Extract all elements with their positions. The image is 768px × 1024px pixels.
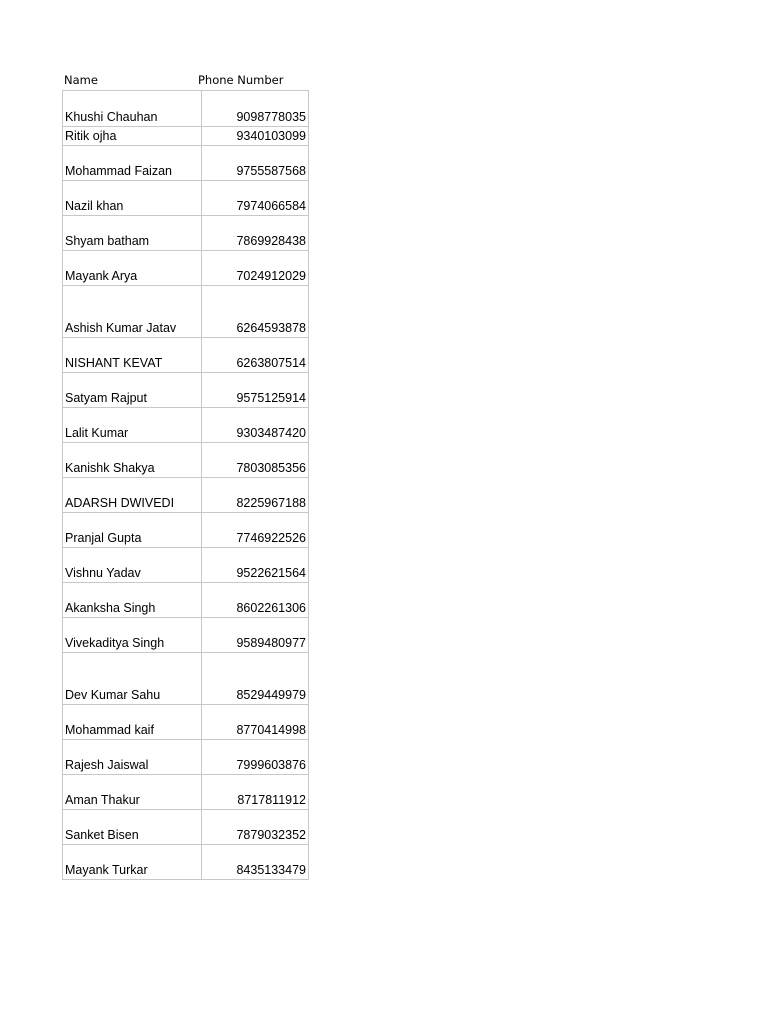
phone-cell: 6263807514 xyxy=(202,338,309,373)
table-row xyxy=(63,91,309,127)
table-row xyxy=(63,548,309,583)
table-row xyxy=(63,653,309,705)
name-cell: Pranjal Gupta xyxy=(63,513,202,548)
name-cell: Mohammad kaif xyxy=(63,705,202,740)
phone-cell: 9098778035 xyxy=(202,91,309,127)
name-cell: Dev Kumar Sahu xyxy=(63,653,202,705)
phone-column-header: Phone Number xyxy=(198,73,284,87)
table-row xyxy=(63,251,309,286)
table-row xyxy=(63,478,309,513)
phone-cell: 8770414998 xyxy=(202,705,309,740)
phone-cell: 8529449979 xyxy=(202,653,309,705)
name-cell: Akanksha Singh xyxy=(63,583,202,618)
phone-cell: 8717811912 xyxy=(202,775,309,810)
phone-cell: 7803085356 xyxy=(202,443,309,478)
table-row xyxy=(63,373,309,408)
table-row xyxy=(63,338,309,373)
name-cell: Shyam batham xyxy=(63,216,202,251)
name-cell: Aman Thakur xyxy=(63,775,202,810)
table-row xyxy=(63,810,309,845)
name-column-header: Name xyxy=(64,73,98,87)
table-row xyxy=(63,583,309,618)
name-cell: Rajesh Jaiswal xyxy=(63,740,202,775)
name-cell: Lalit Kumar xyxy=(63,408,202,443)
name-cell: ADARSH DWIVEDI xyxy=(63,478,202,513)
table-row xyxy=(63,513,309,548)
name-cell: Sanket Bisen xyxy=(63,810,202,845)
phone-cell: 6264593878 xyxy=(202,286,309,338)
phone-cell: 9755587568 xyxy=(202,146,309,181)
name-cell: Khushi Chauhan xyxy=(63,91,202,127)
phone-cell: 7024912029 xyxy=(202,251,309,286)
phone-cell: 8602261306 xyxy=(202,583,309,618)
name-cell: Ashish Kumar Jatav xyxy=(63,286,202,338)
table-row xyxy=(63,845,309,880)
phone-cell: 9575125914 xyxy=(202,373,309,408)
table-row xyxy=(63,618,309,653)
name-cell: Mayank Turkar xyxy=(63,845,202,880)
name-cell: Vishnu Yadav xyxy=(63,548,202,583)
name-cell: Kanishk Shakya xyxy=(63,443,202,478)
table-row xyxy=(63,286,309,338)
name-cell: Vivekaditya Singh xyxy=(63,618,202,653)
phone-cell: 8435133479 xyxy=(202,845,309,880)
phone-cell: 7869928438 xyxy=(202,216,309,251)
name-cell: Satyam Rajput xyxy=(63,373,202,408)
phone-cell: 7999603876 xyxy=(202,740,309,775)
name-cell: Nazil khan xyxy=(63,181,202,216)
table-row xyxy=(63,705,309,740)
name-cell: Ritik ojha xyxy=(63,127,202,146)
table-row xyxy=(63,216,309,251)
table-row xyxy=(63,443,309,478)
table-row xyxy=(63,740,309,775)
phone-cell: 7746922526 xyxy=(202,513,309,548)
table-row xyxy=(63,146,309,181)
phone-cell: 7879032352 xyxy=(202,810,309,845)
name-cell: NISHANT KEVAT xyxy=(63,338,202,373)
table-row xyxy=(63,775,309,810)
phone-cell: 9303487420 xyxy=(202,408,309,443)
table-row xyxy=(63,127,309,146)
phone-cell: 9589480977 xyxy=(202,618,309,653)
name-cell: Mohammad Faizan xyxy=(63,146,202,181)
phone-cell: 7974066584 xyxy=(202,181,309,216)
phone-cell: 9522621564 xyxy=(202,548,309,583)
contact-sheet xyxy=(62,70,309,880)
phone-cell: 9340103099 xyxy=(202,127,309,146)
table-row xyxy=(63,408,309,443)
header-row xyxy=(62,70,309,90)
table-row xyxy=(63,181,309,216)
contact-table xyxy=(62,90,309,880)
name-cell: Mayank Arya xyxy=(63,251,202,286)
phone-cell: 8225967188 xyxy=(202,478,309,513)
